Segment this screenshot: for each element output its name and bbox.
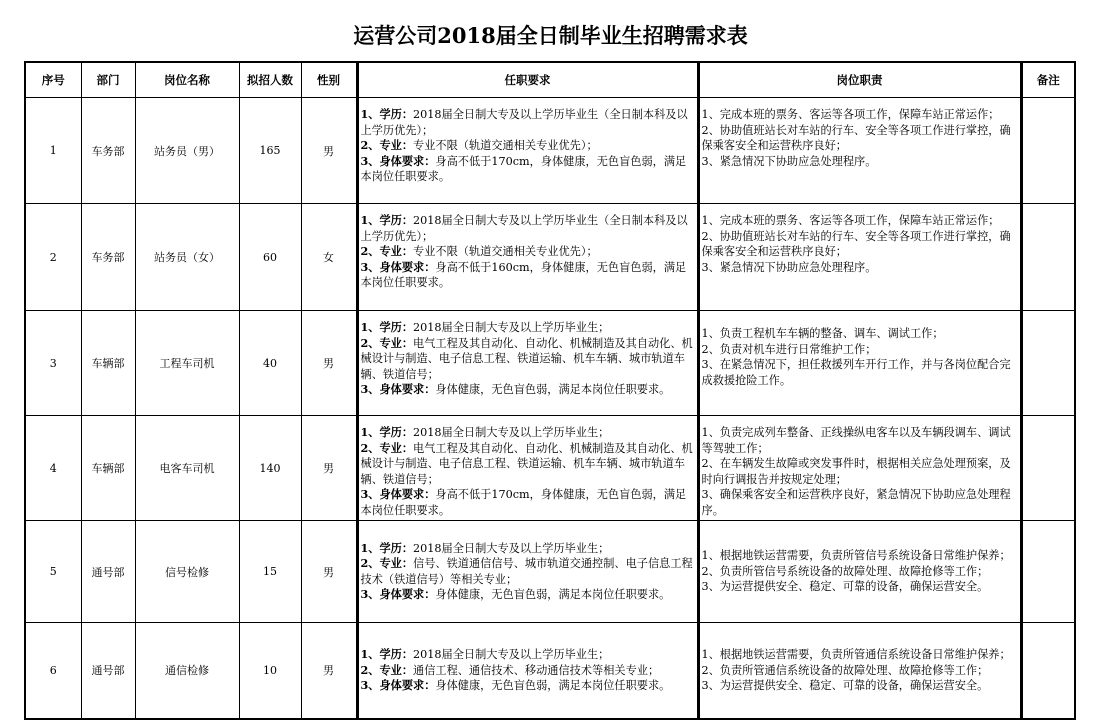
requirement-label: 1、学历：: [360, 647, 414, 661]
requirement-label: 3、身体要求：: [360, 587, 436, 601]
requirement-text: 身高不低于170cm，身体健康，无色盲色弱，满足本岗位任职要求。: [360, 488, 687, 517]
duty-item: 3、在紧急情况下，担任救援列车开行工作，并与各岗位配合完成救援抢险工作。: [701, 358, 1011, 387]
requirement-label: 2、专业：: [360, 244, 414, 258]
duty-item: 2、协助值班站长对车站的行车、安全等各项工作进行掌控，确保乘客安全和运营秩序良好；: [701, 229, 1011, 258]
duty-item: 1、负责工程机车车辆的整备、调车、调试工作；: [701, 327, 944, 340]
requirement-item: [361, 244, 695, 260]
header-count: 拟招人数: [239, 62, 301, 98]
duty-item: 3、紧急情况下协助应急处理程序。: [701, 154, 877, 168]
requirement-item: [361, 487, 695, 518]
header-dept: 部门: [81, 62, 135, 98]
requirement-label: 1、学历：: [360, 425, 414, 439]
requirement-text: 2018届全日制大专及以上学历毕业生；: [413, 426, 610, 439]
headcount: 40: [239, 311, 301, 416]
requirement-label: 2、专业：: [360, 556, 414, 570]
note: [1021, 416, 1075, 521]
headcount: 165: [239, 98, 301, 204]
requirement-label: 1、学历：: [360, 320, 414, 334]
row-number: 4: [25, 416, 81, 521]
duty-item: 3、紧急情况下协助应急处理程序。: [701, 260, 877, 274]
department: 车务部: [81, 98, 135, 204]
requirement-item: [361, 260, 695, 291]
requirement-item: [361, 556, 695, 587]
table-row: [25, 311, 1075, 416]
requirement-text: 电气工程及其自动化、自动化、机械制造及其自动化、机械设计与制造、电子信息工程、铁道运输、机车车辆、城市轨道车辆、铁道信号；: [360, 441, 693, 486]
requirement-text: 2018届全日制大专及以上学历毕业生（全日制本科及以上学历优先）；: [360, 214, 688, 243]
requirements-cell: [357, 311, 698, 416]
requirement-text: 电气工程及其自动化、自动化、机械制造及其自动化、机械设计与制造、电子信息工程、铁道运输、机车车辆、城市轨道车辆、铁道信号；: [360, 336, 693, 381]
requirements-cell: [357, 416, 698, 521]
headcount: 140: [239, 416, 301, 521]
gender: 男: [301, 311, 357, 416]
header-requirements: 任职要求: [357, 62, 698, 98]
requirement-item: [361, 541, 695, 557]
requirement-text: 通信工程、通信技术、移动通信技术等相关专业；: [413, 663, 660, 677]
duty-item: 3、为运营提供安全、稳定、可靠的设备，确保运营安全。: [701, 679, 989, 692]
duties-cell: [698, 623, 1021, 719]
department: 车辆部: [81, 416, 135, 521]
requirement-item: [361, 441, 695, 488]
requirements-cell: [357, 623, 698, 719]
requirement-text: 身体健康，无色盲色弱，满足本岗位任职要求。: [435, 679, 671, 692]
table-row: [25, 416, 1075, 521]
note: [1021, 204, 1075, 311]
duty-item: 1、完成本班的票务、客运等各项工作，保障车站正常运作；: [701, 214, 1000, 227]
duty-item: 2、协助值班站长对车站的行车、安全等各项工作进行掌控，确保乘客安全和运营秩序良好；: [701, 123, 1011, 152]
duty-item: 2、负责所管通信系统设备的故障处理、故障抢修等工作；: [701, 663, 989, 677]
department: 车辆部: [81, 311, 135, 416]
header-position: 岗位名称: [135, 62, 239, 98]
note: [1021, 98, 1075, 204]
requirement-label: 2、专业：: [360, 662, 414, 677]
requirement-text: 专业不限（轨道交通相关专业优先）；: [413, 245, 598, 258]
header-duties: 岗位职责: [698, 62, 1021, 98]
gender: 男: [301, 98, 357, 204]
requirement-text: 2018届全日制大专及以上学历毕业生（全日制本科及以上学历优先）；: [360, 108, 688, 137]
position-name: 站务员（女）: [135, 204, 239, 311]
recruitment-table: [24, 61, 1076, 720]
position-name: 信号检修: [135, 521, 239, 623]
requirement-text: 信号、铁道通信信号、城市轨道交通控制、电子信息工程技术（铁道信号）等相关专业；: [360, 557, 693, 586]
duties-cell: [698, 311, 1021, 416]
requirement-label: 2、专业：: [360, 335, 414, 350]
requirement-label: 1、学历：: [360, 540, 414, 555]
gender: 男: [301, 416, 357, 521]
requirement-item: [361, 107, 695, 138]
position-name: 工程车司机: [135, 311, 239, 416]
duty-item: 2、在车辆发生故障或突发事件时，根据相关应急处理预案，及时向行调报告并按规定处理；: [701, 457, 1011, 486]
row-number: 3: [25, 311, 81, 416]
department: 车务部: [81, 204, 135, 311]
row-number: 6: [25, 623, 81, 719]
table-row: [25, 521, 1075, 623]
requirements-cell: [357, 204, 698, 311]
gender: 男: [301, 521, 357, 623]
headcount: 60: [239, 204, 301, 311]
gender: 男: [301, 623, 357, 719]
headcount: 15: [239, 521, 301, 623]
requirement-item: [361, 663, 695, 679]
gender: 女: [301, 204, 357, 311]
position-name: 通信检修: [135, 623, 239, 719]
duties-cell: [698, 98, 1021, 204]
header-row: [25, 62, 1075, 98]
requirement-item: [361, 678, 695, 694]
header-gender: 性别: [301, 62, 357, 98]
requirement-text: 身高不低于170cm，身体健康，无色盲色弱，满足本岗位任职要求。: [360, 154, 687, 183]
department: 通号部: [81, 623, 135, 719]
requirement-item: [361, 154, 695, 185]
row-number: 1: [25, 98, 81, 204]
note: [1021, 623, 1075, 719]
requirement-text: 专业不限（轨道交通相关专业优先）；: [413, 139, 598, 152]
duty-item: 1、完成本班的票务、客运等各项工作，保障车站正常运作；: [701, 108, 1000, 121]
requirement-item: [361, 647, 695, 663]
requirement-label: 1、学历：: [360, 213, 414, 227]
row-number: 2: [25, 204, 81, 311]
requirement-text: 2018届全日制大专及以上学历毕业生；: [413, 541, 610, 555]
duty-item: 1、根据地铁运营需要，负责所管通信系统设备日常维护保养；: [701, 648, 1011, 661]
table-row: [25, 98, 1075, 204]
table-row: [25, 623, 1075, 719]
position-name: 电客车司机: [135, 416, 239, 521]
requirement-label: 3、身体要求：: [360, 259, 436, 274]
page-title: 运营公司2018届全日制毕业生招聘需求表: [353, 23, 748, 48]
note: [1021, 521, 1075, 623]
duty-item: 1、根据地铁运营需要，负责所管信号系统设备日常维护保养；: [701, 549, 1011, 563]
requirement-item: [361, 382, 695, 398]
duty-item: 2、负责对机车进行日常维护工作；: [701, 342, 877, 356]
duty-item: 3、确保乘客安全和运营秩序良好，紧急情况下协助应急处理程序。: [701, 488, 1011, 517]
requirement-item: [361, 320, 695, 336]
duty-item: 1、负责完成列车整备、正线操纵电客车以及车辆段调车、调试等驾驶工作；: [701, 426, 1011, 455]
requirement-label: 3、身体要求：: [360, 487, 436, 501]
headcount: 10: [239, 623, 301, 719]
requirement-label: 2、专业：: [360, 440, 414, 455]
header-no: 序号: [25, 62, 81, 98]
requirement-label: 3、身体要求：: [360, 382, 436, 396]
duty-item: 3、为运营提供安全、稳定、可靠的设备，确保运营安全。: [701, 580, 989, 594]
requirement-item: [361, 138, 695, 154]
requirement-label: 3、身体要求：: [360, 153, 436, 168]
header-note: 备注: [1021, 62, 1075, 98]
requirement-text: 身体健康，无色盲色弱，满足本岗位任职要求。: [435, 588, 671, 601]
row-number: 5: [25, 521, 81, 623]
requirement-item: [361, 336, 695, 383]
requirement-text: 2018届全日制大专及以上学历毕业生；: [413, 648, 610, 661]
requirement-label: 1、学历：: [360, 107, 414, 121]
requirement-label: 3、身体要求：: [360, 678, 436, 692]
requirement-item: [361, 587, 695, 603]
requirement-text: 身体健康，无色盲色弱，满足本岗位任职要求。: [435, 383, 671, 396]
note: [1021, 311, 1075, 416]
requirement-text: 身高不低于160cm，身体健康，无色盲色弱，满足本岗位任职要求。: [360, 260, 687, 289]
requirement-text: 2018届全日制大专及以上学历毕业生；: [413, 321, 610, 334]
requirement-item: [361, 213, 695, 244]
department: 通号部: [81, 521, 135, 623]
requirements-cell: [357, 521, 698, 623]
position-name: 站务员（男）: [135, 98, 239, 204]
duties-cell: [698, 521, 1021, 623]
table-row: [25, 204, 1075, 311]
requirement-label: 2、专业：: [360, 138, 414, 152]
duties-cell: [698, 204, 1021, 311]
duty-item: 2、负责所管信号系统设备的故障处理、故障抢修等工作；: [701, 564, 989, 578]
requirement-item: [361, 425, 695, 441]
requirements-cell: [357, 98, 698, 204]
duties-cell: [698, 416, 1021, 521]
